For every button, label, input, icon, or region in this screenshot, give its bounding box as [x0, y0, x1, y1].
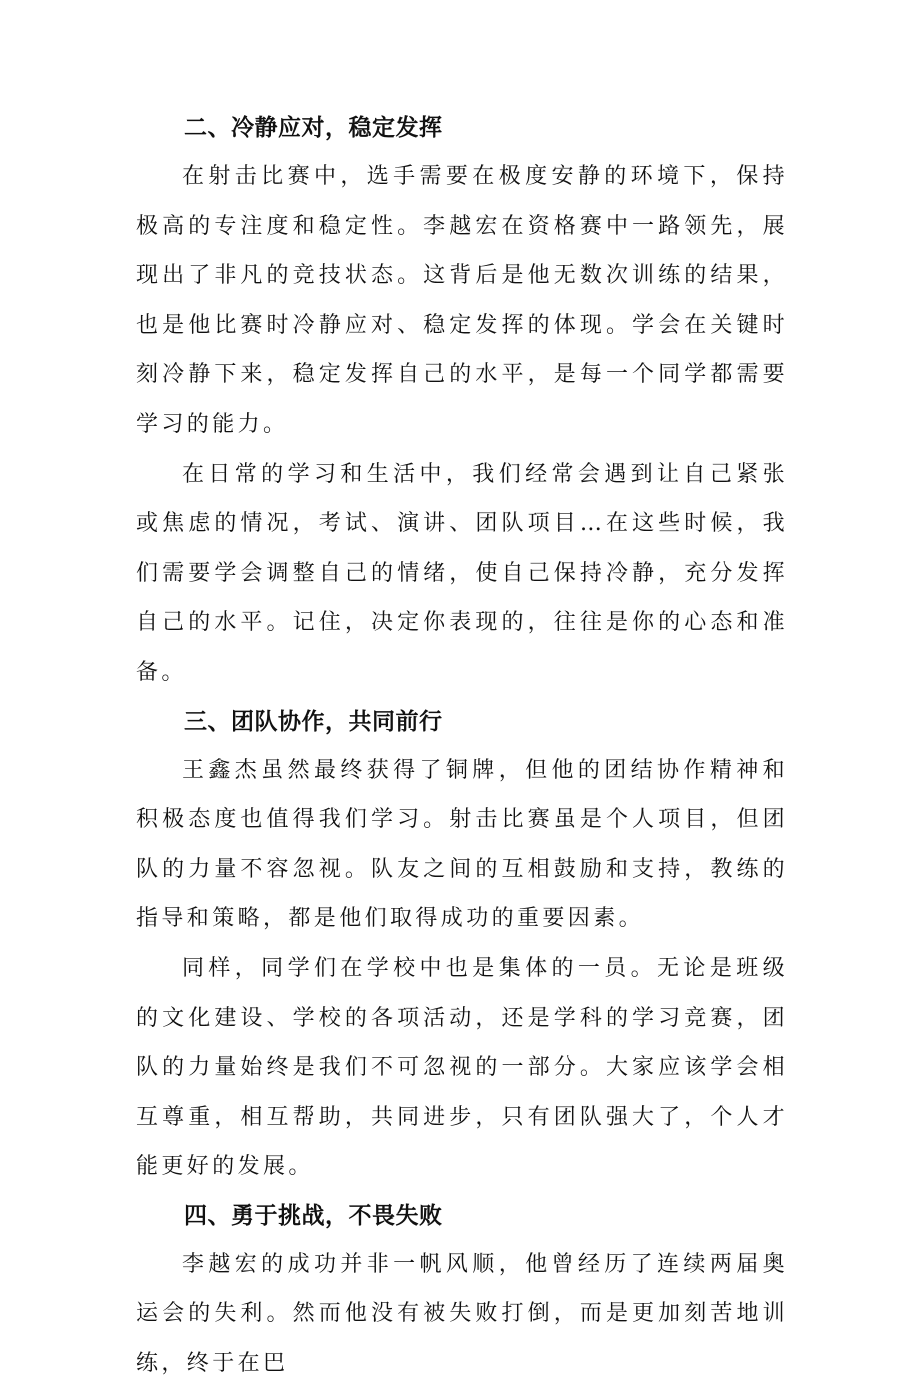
paragraph: 王鑫杰虽然最终获得了铜牌，但他的团结协作精神和积极态度也值得我们学习。射击比赛虽是个人项目，但团队的力量不容忽视。队友之间的互相鼓励和支持，教练的指导和策略，都是他们取得成功的重要因素。 [136, 757, 788, 932]
section-heading: 三、团队协作，共同前行 [184, 708, 443, 735]
paragraph: 在日常的学习和生活中，我们经常会遇到让自己紧张或焦虑的情况，考试、演讲、团队项目…在这些时候，我们需要学会调整自己的情绪，使自己保持冷静，充分发挥自己的水平。记住，决定你表现的，往往是你的心态和准备。 [136, 461, 788, 685]
section-heading: 二、冷静应对，稳定发挥 [184, 115, 443, 141]
paragraph: 在射击比赛中，选手需要在极度安静的环境下，保持极高的专注度和稳定性。李越宏在资格赛中一路领先，展现出了非凡的竞技状态。这背后是他无数次训练的结果，也是他比赛时冷静应对、稳定发挥的体现。学会在关键时刻冷静下来，稳定发挥自己的水平，是每一个同学都需要学习的能力。 [136, 164, 788, 437]
paragraph: 李越宏的成功并非一帆风顺，他曾经历了连续两届奥运会的失利。然而他没有被失败打倒，而是更加刻苦地训练，终于在巴 [136, 1251, 788, 1377]
document-page [136, 104, 788, 1389]
section-heading: 四、勇于挑战，不畏失败 [184, 1202, 443, 1229]
paragraph: 同样，同学们在学校中也是集体的一员。无论是班级的文化建设、学校的各项活动，还是学科的学习竞赛，团队的力量始终是我们不可忽视的一部分。大家应该学会相互尊重，相互帮助，共同进步，只有团队强大了，个人才能更好的发展。 [136, 955, 788, 1180]
